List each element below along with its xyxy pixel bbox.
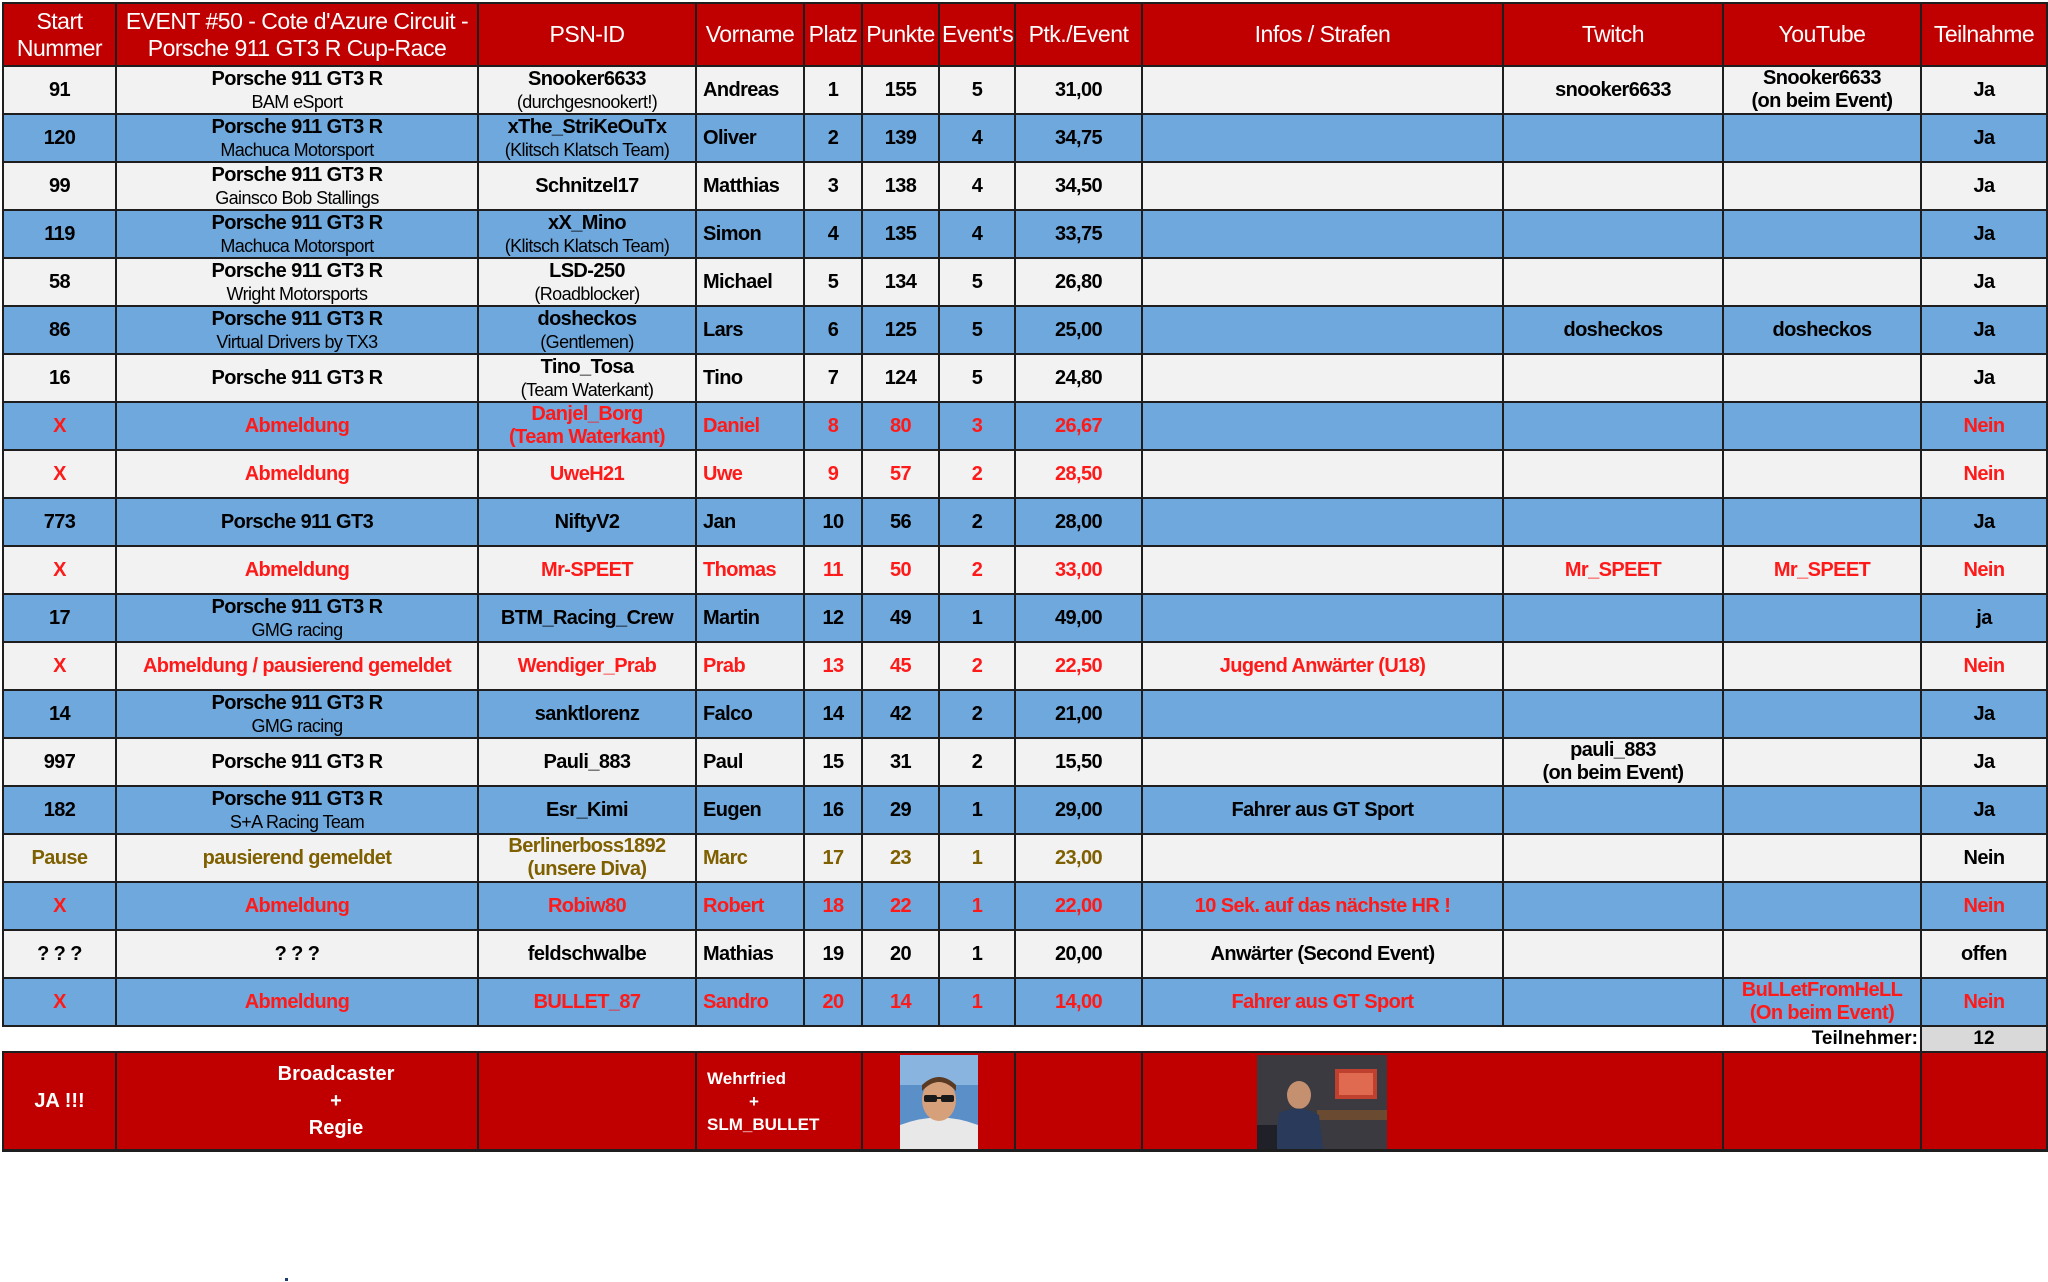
events-cell[interactable]: 2 (939, 738, 1015, 786)
psn-id-cell[interactable]: Pauli_883 (478, 738, 696, 786)
driver-photo-image (900, 1055, 978, 1149)
ptk-event-cell[interactable]: 26,80 (1015, 258, 1142, 306)
footer-broadcaster-cell[interactable]: Broadcaster + Regie (116, 1052, 478, 1151)
table-row[interactable] (3, 882, 2047, 930)
ptk-event-cell[interactable]: 26,67 (1015, 402, 1142, 450)
car-team-cell[interactable]: Abmeldung (116, 450, 478, 498)
table-row[interactable] (3, 498, 2047, 546)
table-row[interactable] (3, 546, 2047, 594)
punkte-cell[interactable]: 23 (862, 834, 939, 882)
vorname-cell[interactable]: Sandro (696, 978, 804, 1026)
infos-strafen-cell[interactable]: Fahrer aus GT Sport (1142, 786, 1503, 834)
psn-id-cell[interactable]: BTM_Racing_Crew (478, 594, 696, 642)
twitch-cell[interactable] (1503, 210, 1723, 258)
punkte-cell[interactable]: 124 (862, 354, 939, 402)
car-team-cell[interactable]: Porsche 911 GT3 R (116, 354, 478, 402)
ptk-event-cell[interactable]: 28,00 (1015, 498, 1142, 546)
start-number-cell[interactable]: ? ? ? (3, 930, 116, 978)
psn-id-cell[interactable]: feldschwalbe (478, 930, 696, 978)
twitch-cell[interactable]: dosheckos (1503, 306, 1723, 354)
table-row[interactable] (3, 930, 2047, 978)
psn-id-cell[interactable]: UweH21 (478, 450, 696, 498)
platz-cell[interactable]: 8 (804, 402, 862, 450)
car-team-cell[interactable]: ? ? ? (116, 930, 478, 978)
start-number-cell[interactable]: 99 (3, 162, 116, 210)
youtube-cell[interactable] (1723, 162, 1921, 210)
start-number-cell[interactable]: X (3, 402, 116, 450)
footer-ja-cell[interactable]: JA !!! (3, 1052, 116, 1151)
ptk-event-cell[interactable]: 21,00 (1015, 690, 1142, 738)
teilnahme-cell[interactable]: Nein (1921, 834, 2047, 882)
table-row[interactable] (3, 258, 2047, 306)
events-cell[interactable]: 4 (939, 114, 1015, 162)
teilnahme-cell[interactable]: Ja (1921, 306, 2047, 354)
twitch-cell[interactable] (1503, 882, 1723, 930)
punkte-cell[interactable]: 42 (862, 690, 939, 738)
twitch-cell[interactable]: snooker6633 (1503, 66, 1723, 114)
events-cell[interactable]: 2 (939, 546, 1015, 594)
twitch-cell[interactable] (1503, 690, 1723, 738)
teilnahme-cell[interactable]: Ja (1921, 690, 2047, 738)
teilnahme-cell[interactable]: Ja (1921, 738, 2047, 786)
start-number-cell[interactable]: 120 (3, 114, 116, 162)
infos-strafen-cell[interactable] (1142, 162, 1503, 210)
infos-strafen-cell[interactable] (1142, 738, 1503, 786)
ptk-event-cell[interactable]: 25,00 (1015, 306, 1142, 354)
table-row[interactable] (3, 786, 2047, 834)
youtube-cell[interactable] (1723, 738, 1921, 786)
psn-id-cell[interactable]: Mr-SPEET (478, 546, 696, 594)
platz-cell[interactable]: 20 (804, 978, 862, 1026)
vorname-cell[interactable]: Mathias (696, 930, 804, 978)
header-platz[interactable]: Platz (804, 3, 862, 66)
events-cell[interactable]: 1 (939, 834, 1015, 882)
psn-id-cell[interactable]: xThe_StriKeOuTx (Klitsch Klatsch Team) (478, 114, 696, 162)
start-number-cell[interactable]: 86 (3, 306, 116, 354)
header-youtube[interactable]: YouTube (1723, 3, 1921, 66)
vorname-cell[interactable]: Michael (696, 258, 804, 306)
events-cell[interactable]: 2 (939, 450, 1015, 498)
table-row[interactable] (3, 306, 2047, 354)
youtube-cell[interactable] (1723, 210, 1921, 258)
teilnahme-cell[interactable]: Ja (1921, 162, 2047, 210)
teilnahme-cell[interactable]: Ja (1921, 210, 2047, 258)
infos-strafen-cell[interactable] (1142, 354, 1503, 402)
punkte-cell[interactable]: 14 (862, 978, 939, 1026)
start-number-cell[interactable]: X (3, 642, 116, 690)
vorname-cell[interactable]: Daniel (696, 402, 804, 450)
table-row[interactable] (3, 450, 2047, 498)
table-row[interactable] (3, 594, 2047, 642)
header-ptk-event[interactable]: Ptk./Event (1015, 3, 1142, 66)
infos-strafen-cell[interactable]: 10 Sek. auf das nächste HR ! (1142, 882, 1503, 930)
psn-id-cell[interactable]: NiftyV2 (478, 498, 696, 546)
vorname-cell[interactable]: Lars (696, 306, 804, 354)
ptk-event-cell[interactable]: 23,00 (1015, 834, 1142, 882)
start-number-cell[interactable]: X (3, 546, 116, 594)
events-cell[interactable]: 2 (939, 690, 1015, 738)
punkte-cell[interactable]: 20 (862, 930, 939, 978)
stray-dot (285, 1278, 288, 1281)
vorname-cell[interactable]: Paul (696, 738, 804, 786)
platz-cell[interactable]: 14 (804, 690, 862, 738)
platz-cell[interactable]: 3 (804, 162, 862, 210)
infos-strafen-cell[interactable] (1142, 690, 1503, 738)
youtube-cell[interactable] (1723, 786, 1921, 834)
car-team-cell[interactable]: Porsche 911 GT3 R GMG racing (116, 690, 478, 738)
youtube-cell[interactable] (1723, 690, 1921, 738)
infos-strafen-cell[interactable] (1142, 402, 1503, 450)
punkte-cell[interactable]: 138 (862, 162, 939, 210)
infos-strafen-cell[interactable] (1142, 450, 1503, 498)
table-row[interactable] (3, 690, 2047, 738)
twitch-cell[interactable] (1503, 162, 1723, 210)
psn-id-cell[interactable]: Robiw80 (478, 882, 696, 930)
punkte-cell[interactable]: 155 (862, 66, 939, 114)
start-number-cell[interactable]: 119 (3, 210, 116, 258)
infos-strafen-cell[interactable]: Anwärter (Second Event) (1142, 930, 1503, 978)
platz-cell[interactable]: 18 (804, 882, 862, 930)
teilnahme-cell[interactable]: offen (1921, 930, 2047, 978)
youtube-cell[interactable] (1723, 498, 1921, 546)
punkte-cell[interactable]: 50 (862, 546, 939, 594)
start-number-cell[interactable]: 14 (3, 690, 116, 738)
ptk-event-cell[interactable]: 20,00 (1015, 930, 1142, 978)
start-number-cell[interactable]: Pause (3, 834, 116, 882)
platz-cell[interactable]: 2 (804, 114, 862, 162)
footer-empty-youtube[interactable] (1723, 1052, 1921, 1151)
footer-photo-cell-2[interactable] (1142, 1052, 1723, 1151)
car-team-cell[interactable]: Porsche 911 GT3 R Gainsco Bob Stallings (116, 162, 478, 210)
table-row[interactable] (3, 114, 2047, 162)
punkte-cell[interactable]: 80 (862, 402, 939, 450)
events-cell[interactable]: 2 (939, 642, 1015, 690)
youtube-cell[interactable]: BuLLetFromHeLL (On beim Event) (1723, 978, 1921, 1026)
teilnahme-cell[interactable]: Nein (1921, 978, 2047, 1026)
infos-strafen-cell[interactable]: Fahrer aus GT Sport (1142, 978, 1503, 1026)
teilnahme-cell[interactable]: Ja (1921, 354, 2047, 402)
teilnahme-cell[interactable]: Nein (1921, 882, 2047, 930)
youtube-cell[interactable] (1723, 834, 1921, 882)
psn-id-cell[interactable]: Berlinerboss1892 (unsere Diva) (478, 834, 696, 882)
punkte-cell[interactable]: 57 (862, 450, 939, 498)
header-teilnahme[interactable]: Teilnahme (1921, 3, 2047, 66)
twitch-cell[interactable] (1503, 594, 1723, 642)
header-infos-strafen[interactable]: Infos / Strafen (1142, 3, 1503, 66)
punkte-cell[interactable]: 45 (862, 642, 939, 690)
platz-cell[interactable]: 13 (804, 642, 862, 690)
events-cell[interactable]: 1 (939, 930, 1015, 978)
vorname-cell[interactable]: Andreas (696, 66, 804, 114)
events-cell[interactable]: 3 (939, 402, 1015, 450)
infos-strafen-cell[interactable] (1142, 210, 1503, 258)
ptk-event-cell[interactable]: 22,50 (1015, 642, 1142, 690)
header-start-number[interactable]: Start Nummer (3, 3, 116, 66)
vorname-cell[interactable]: Jan (696, 498, 804, 546)
punkte-cell[interactable]: 31 (862, 738, 939, 786)
standings-sheet (2, 2, 2046, 1152)
punkte-cell[interactable]: 29 (862, 786, 939, 834)
platz-cell[interactable]: 9 (804, 450, 862, 498)
infos-strafen-cell[interactable] (1142, 834, 1503, 882)
header-vorname[interactable]: Vorname (696, 3, 804, 66)
summary-row (3, 1026, 2047, 1052)
punkte-cell[interactable]: 56 (862, 498, 939, 546)
table-row[interactable] (3, 642, 2047, 690)
start-number-cell[interactable]: 773 (3, 498, 116, 546)
teilnahme-cell[interactable]: Nein (1921, 642, 2047, 690)
punkte-cell[interactable]: 22 (862, 882, 939, 930)
youtube-cell[interactable] (1723, 114, 1921, 162)
youtube-cell[interactable] (1723, 594, 1921, 642)
events-cell[interactable]: 5 (939, 306, 1015, 354)
car-team-cell[interactable]: Abmeldung (116, 402, 478, 450)
car-team-cell[interactable]: Porsche 911 GT3 R Machuca Motorsport (116, 114, 478, 162)
start-number-cell[interactable]: 997 (3, 738, 116, 786)
car-team-cell[interactable]: Abmeldung (116, 882, 478, 930)
vorname-cell[interactable]: Robert (696, 882, 804, 930)
psn-id-cell[interactable]: sanktlorenz (478, 690, 696, 738)
platz-cell[interactable]: 10 (804, 498, 862, 546)
table-row[interactable] (3, 978, 2047, 1026)
car-team-cell[interactable]: Abmeldung (116, 546, 478, 594)
teilnahme-cell[interactable]: Nein (1921, 546, 2047, 594)
ptk-event-cell[interactable]: 34,75 (1015, 114, 1142, 162)
table-row[interactable] (3, 834, 2047, 882)
youtube-cell[interactable] (1723, 258, 1921, 306)
punkte-cell[interactable]: 49 (862, 594, 939, 642)
participants-label[interactable]: Teilnehmer: (3, 1026, 1921, 1052)
psn-id-cell[interactable]: Snooker6633 (durchgesnookert!) (478, 66, 696, 114)
infos-strafen-cell[interactable] (1142, 258, 1503, 306)
footer-empty-psn[interactable] (478, 1052, 696, 1151)
teilnahme-cell[interactable]: Ja (1921, 258, 2047, 306)
platz-cell[interactable]: 1 (804, 66, 862, 114)
vorname-cell[interactable]: Marc (696, 834, 804, 882)
infos-strafen-cell[interactable] (1142, 114, 1503, 162)
car-team-cell[interactable]: pausierend gemeldet (116, 834, 478, 882)
car-team-cell[interactable]: Porsche 911 GT3 R GMG racing (116, 594, 478, 642)
header-twitch[interactable]: Twitch (1503, 3, 1723, 66)
youtube-cell[interactable]: dosheckos (1723, 306, 1921, 354)
events-cell[interactable]: 5 (939, 258, 1015, 306)
car-team-cell[interactable]: Porsche 911 GT3 R BAM eSport (116, 66, 478, 114)
platz-cell[interactable]: 15 (804, 738, 862, 786)
teilnahme-cell[interactable]: Ja (1921, 114, 2047, 162)
youtube-cell[interactable] (1723, 402, 1921, 450)
vorname-cell[interactable]: Matthias (696, 162, 804, 210)
ptk-event-cell[interactable]: 29,00 (1015, 786, 1142, 834)
start-number-cell[interactable]: X (3, 978, 116, 1026)
psn-id-cell[interactable]: LSD-250 (Roadblocker) (478, 258, 696, 306)
platz-cell[interactable]: 19 (804, 930, 862, 978)
platz-cell[interactable]: 12 (804, 594, 862, 642)
vorname-cell[interactable]: Tino (696, 354, 804, 402)
standings-table (2, 2, 2048, 1152)
ptk-event-cell[interactable]: 49,00 (1015, 594, 1142, 642)
events-cell[interactable]: 5 (939, 354, 1015, 402)
header-psn-id[interactable]: PSN-ID (478, 3, 696, 66)
table-row[interactable] (3, 210, 2047, 258)
events-cell[interactable]: 1 (939, 978, 1015, 1026)
teilnahme-cell[interactable]: Ja (1921, 498, 2047, 546)
twitch-cell[interactable]: pauli_883 (on beim Event) (1503, 738, 1723, 786)
start-number-cell[interactable]: 17 (3, 594, 116, 642)
psn-id-cell[interactable]: Schnitzel17 (478, 162, 696, 210)
start-number-cell[interactable]: 58 (3, 258, 116, 306)
car-team-cell[interactable]: Abmeldung (116, 978, 478, 1026)
twitch-cell[interactable] (1503, 834, 1723, 882)
car-team-cell[interactable]: Porsche 911 GT3 R Machuca Motorsport (116, 210, 478, 258)
vorname-cell[interactable]: Oliver (696, 114, 804, 162)
table-row[interactable] (3, 738, 2047, 786)
vorname-cell[interactable]: Thomas (696, 546, 804, 594)
vorname-cell[interactable]: Martin (696, 594, 804, 642)
youtube-cell[interactable] (1723, 930, 1921, 978)
infos-strafen-cell[interactable] (1142, 66, 1503, 114)
punkte-cell[interactable]: 134 (862, 258, 939, 306)
punkte-cell[interactable]: 135 (862, 210, 939, 258)
start-number-cell[interactable]: 16 (3, 354, 116, 402)
start-number-cell[interactable]: 91 (3, 66, 116, 114)
start-number-cell[interactable]: X (3, 450, 116, 498)
footer-empty-ptk[interactable] (1015, 1052, 1142, 1151)
psn-id-cell[interactable]: Wendiger_Prab (478, 642, 696, 690)
punkte-cell[interactable]: 139 (862, 114, 939, 162)
psn-id-cell[interactable]: Esr_Kimi (478, 786, 696, 834)
start-number-cell[interactable]: X (3, 882, 116, 930)
start-number-cell[interactable]: 182 (3, 786, 116, 834)
events-cell[interactable]: 2 (939, 498, 1015, 546)
table-row[interactable] (3, 354, 2047, 402)
ptk-event-cell[interactable]: 33,00 (1015, 546, 1142, 594)
table-row[interactable] (3, 162, 2047, 210)
youtube-cell[interactable]: Snooker6633 (on beim Event) (1723, 66, 1921, 114)
infos-strafen-cell[interactable] (1142, 498, 1503, 546)
ptk-event-cell[interactable]: 34,50 (1015, 162, 1142, 210)
teilnahme-cell[interactable]: Nein (1921, 402, 2047, 450)
footer-row (3, 1052, 2047, 1151)
header-events[interactable]: Event's (939, 3, 1015, 66)
footer-crew-cell[interactable]: Wehrfried + SLM_BULLET (696, 1052, 862, 1151)
events-cell[interactable]: 1 (939, 594, 1015, 642)
youtube-cell[interactable] (1723, 354, 1921, 402)
teilnahme-cell[interactable]: Nein (1921, 450, 2047, 498)
table-row[interactable] (3, 66, 2047, 114)
youtube-cell[interactable] (1723, 882, 1921, 930)
standings-body (3, 66, 2047, 1026)
psn-id-cell[interactable]: Danjel_Borg (Team Waterkant) (478, 402, 696, 450)
punkte-cell[interactable]: 125 (862, 306, 939, 354)
platz-cell[interactable]: 5 (804, 258, 862, 306)
psn-id-cell[interactable]: BULLET_87 (478, 978, 696, 1026)
car-team-cell[interactable]: Porsche 911 GT3 (116, 498, 478, 546)
platz-cell[interactable]: 11 (804, 546, 862, 594)
twitch-cell[interactable] (1503, 642, 1723, 690)
teilnahme-cell[interactable]: Ja (1921, 786, 2047, 834)
header-event[interactable]: EVENT #50 - Cote d'Azure Circuit - Porsche 911 GT3 R Cup-Race (116, 3, 478, 66)
vorname-cell[interactable]: Uwe (696, 450, 804, 498)
infos-strafen-cell[interactable] (1142, 546, 1503, 594)
psn-id-cell[interactable]: xX_Mino (Klitsch Klatsch Team) (478, 210, 696, 258)
ptk-event-cell[interactable]: 15,50 (1015, 738, 1142, 786)
platz-cell[interactable]: 6 (804, 306, 862, 354)
ptk-event-cell[interactable]: 33,75 (1015, 210, 1142, 258)
broadcast-setup-image (1257, 1055, 1387, 1149)
ptk-event-cell[interactable]: 22,00 (1015, 882, 1142, 930)
infos-strafen-cell[interactable]: Jugend Anwärter (U18) (1142, 642, 1503, 690)
youtube-cell[interactable] (1723, 642, 1921, 690)
youtube-cell[interactable]: Mr_SPEET (1723, 546, 1921, 594)
header-punkte[interactable]: Punkte (862, 3, 939, 66)
twitch-cell[interactable] (1503, 354, 1723, 402)
car-team-cell[interactable]: Porsche 911 GT3 R S+A Racing Team (116, 786, 478, 834)
platz-cell[interactable]: 16 (804, 786, 862, 834)
teilnahme-cell[interactable]: Ja (1921, 66, 2047, 114)
psn-id-cell[interactable]: dosheckos (Gentlemen) (478, 306, 696, 354)
ptk-event-cell[interactable]: 31,00 (1015, 66, 1142, 114)
footer-photo-cell-1[interactable] (862, 1052, 1015, 1151)
teilnahme-cell[interactable]: ja (1921, 594, 2047, 642)
twitch-cell[interactable] (1503, 930, 1723, 978)
events-cell[interactable]: 5 (939, 66, 1015, 114)
twitch-cell[interactable]: Mr_SPEET (1503, 546, 1723, 594)
vorname-cell[interactable]: Eugen (696, 786, 804, 834)
platz-cell[interactable]: 7 (804, 354, 862, 402)
psn-id-cell[interactable]: Tino_Tosa (Team Waterkant) (478, 354, 696, 402)
infos-strafen-cell[interactable] (1142, 594, 1503, 642)
twitch-cell[interactable] (1503, 258, 1723, 306)
vorname-cell[interactable]: Falco (696, 690, 804, 738)
table-row[interactable] (3, 402, 2047, 450)
car-team-cell[interactable]: Porsche 911 GT3 R Wright Motorsports (116, 258, 478, 306)
car-team-cell[interactable]: Porsche 911 GT3 R (116, 738, 478, 786)
events-cell[interactable]: 1 (939, 786, 1015, 834)
car-team-cell[interactable]: Porsche 911 GT3 R Virtual Drivers by TX3 (116, 306, 478, 354)
ptk-event-cell[interactable]: 14,00 (1015, 978, 1142, 1026)
ptk-event-cell[interactable]: 28,50 (1015, 450, 1142, 498)
events-cell[interactable]: 1 (939, 882, 1015, 930)
participants-count[interactable]: 12 (1921, 1026, 2047, 1052)
twitch-cell[interactable] (1503, 450, 1723, 498)
twitch-cell[interactable] (1503, 978, 1723, 1026)
vorname-cell[interactable]: Prab (696, 642, 804, 690)
vorname-cell[interactable]: Simon (696, 210, 804, 258)
events-cell[interactable]: 4 (939, 210, 1015, 258)
footer-empty-teilnahme[interactable] (1921, 1052, 2047, 1151)
twitch-cell[interactable] (1503, 402, 1723, 450)
events-cell[interactable]: 4 (939, 162, 1015, 210)
twitch-cell[interactable] (1503, 786, 1723, 834)
ptk-event-cell[interactable]: 24,80 (1015, 354, 1142, 402)
youtube-cell[interactable] (1723, 450, 1921, 498)
infos-strafen-cell[interactable] (1142, 306, 1503, 354)
car-team-cell[interactable]: Abmeldung / pausierend gemeldet (116, 642, 478, 690)
header-row (3, 3, 2047, 66)
twitch-cell[interactable] (1503, 498, 1723, 546)
twitch-cell[interactable] (1503, 114, 1723, 162)
platz-cell[interactable]: 17 (804, 834, 862, 882)
platz-cell[interactable]: 4 (804, 210, 862, 258)
